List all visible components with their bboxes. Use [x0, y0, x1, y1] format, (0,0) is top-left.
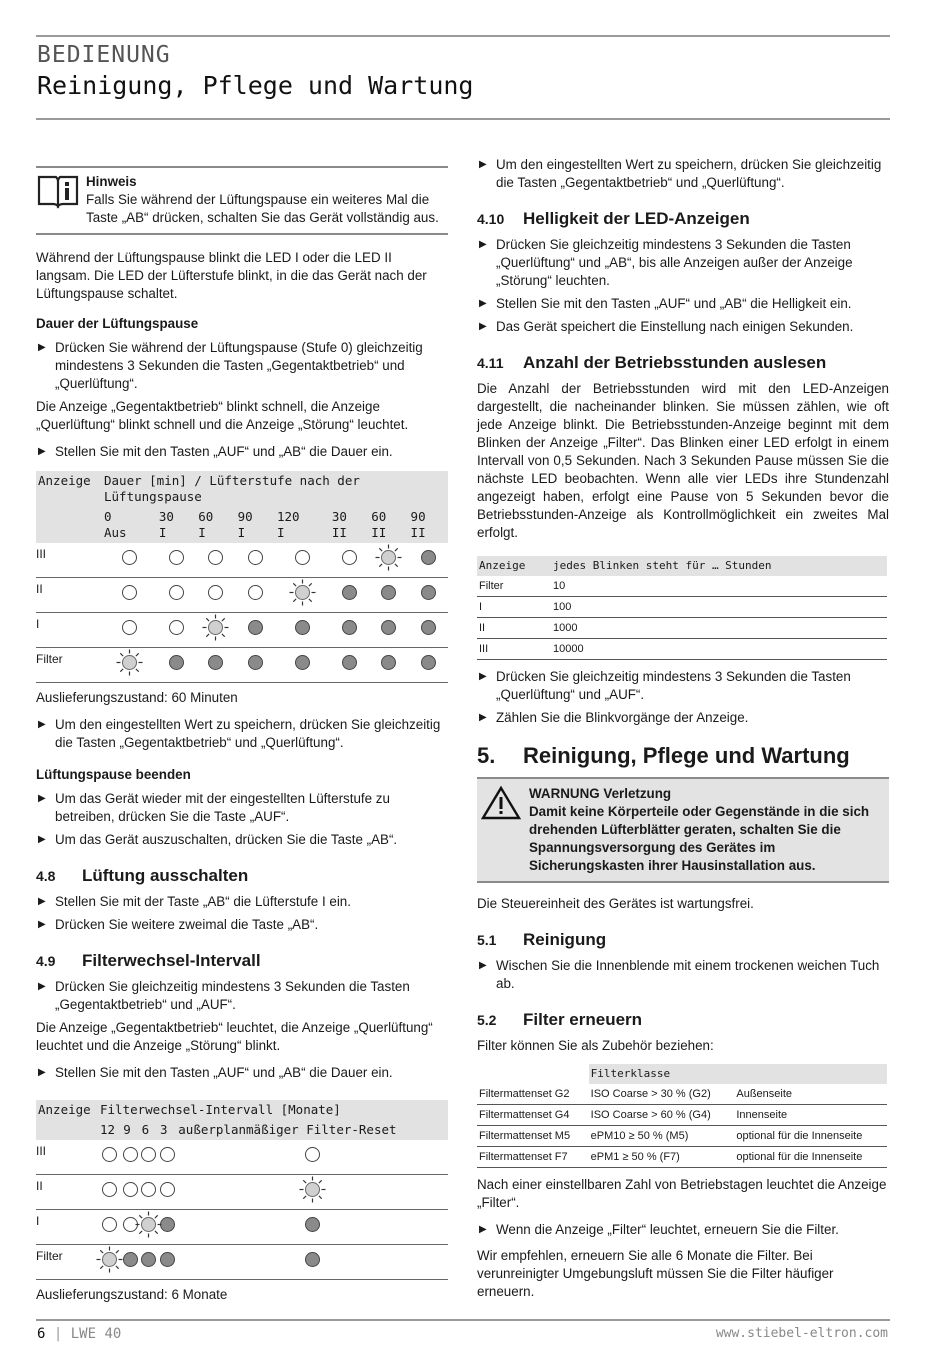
table-cell: ePM1 ≥ 50 % (F7): [589, 1147, 735, 1168]
led-on-icon: [248, 655, 263, 670]
warning-text: Damit keine Körperteile oder Gegenstände in die sich drehenden Lüfterblätter geraten, schalten Sie die Spannungsversorgung des Gerätes im Sicherungskasten ihrer Hausinstallation aus.: [529, 804, 870, 873]
led-on-icon: [381, 620, 396, 635]
table-row: [36, 1245, 448, 1280]
led-cell: [176, 1210, 448, 1245]
led-cell: [102, 578, 157, 613]
column-header: 6: [140, 1120, 158, 1140]
operating-hours-table: [477, 556, 887, 660]
footer-left: 6 | LWE 40: [37, 1326, 122, 1342]
table-row: [477, 1084, 887, 1105]
led-blink-icon: [295, 585, 310, 600]
column-header: [275, 507, 330, 543]
info-book-icon: [36, 173, 86, 227]
column-header-line: 30: [158, 509, 174, 524]
bullet-item: ▶ Zählen Sie die Blinkvorgänge der Anzeige.: [477, 709, 889, 727]
led-cell: [98, 1140, 121, 1175]
heading-4-9: 4.9 Filterwechsel-Intervall: [36, 951, 261, 970]
led-off-icon: [248, 585, 263, 600]
led-cell: [157, 648, 196, 683]
column-header: 12: [98, 1120, 121, 1140]
led-on-icon: [342, 585, 357, 600]
table-row: [36, 1140, 448, 1175]
heading-5-2: 5.2 Filter erneuern: [477, 1010, 643, 1029]
led-on-icon: [381, 655, 396, 670]
column-header-line: II: [371, 525, 387, 540]
column-header-line: 30: [331, 509, 347, 524]
bullet-item: ▶ Das Gerät speichert die Einstellung nach einigen Sekunden.: [477, 318, 889, 336]
column-header: [236, 507, 275, 543]
table-row: [36, 578, 448, 613]
warning-title: WARNUNG Verletzung: [529, 786, 672, 801]
warning-box: [477, 777, 889, 883]
led-blink-icon: [141, 1217, 156, 1232]
table-row: [477, 1126, 887, 1147]
column-header-line: 60: [198, 509, 214, 524]
led-cell: [102, 648, 157, 683]
led-off-icon: [295, 550, 310, 565]
led-cell: [121, 1140, 139, 1175]
led-on-icon: [295, 655, 310, 670]
table-header: Filterklasse: [589, 1064, 735, 1084]
table-cell: 10: [551, 576, 887, 597]
led-on-icon: [248, 620, 263, 635]
column-header-line: 60: [371, 509, 387, 524]
led-cell: [140, 1210, 158, 1245]
led-cell: [140, 1175, 158, 1210]
led-cell: [140, 1140, 158, 1175]
led-cell: [176, 1245, 448, 1280]
paragraph: Nach einer einstellbaren Zahl von Betriebstagen leuchtet die Anzeige „Filter“.: [477, 1177, 887, 1210]
led-cell: [158, 1140, 176, 1175]
heading-4-8: 4.8 Lüftung ausschalten: [36, 866, 249, 885]
led-on-icon: [123, 1252, 138, 1267]
bullet-item: ▶ Stellen Sie mit den Tasten „AUF“ und „AB“ die Helligkeit ein.: [477, 295, 889, 313]
heading-5-1: 5.1 Reinigung: [477, 930, 607, 949]
led-off-icon: [305, 1147, 320, 1162]
table-row: [477, 576, 887, 597]
led-off-icon: [169, 620, 184, 635]
led-blink-icon: [122, 655, 137, 670]
table-row: [36, 1210, 448, 1245]
led-cell: [196, 648, 235, 683]
led-off-icon: [122, 550, 137, 565]
led-cell: [369, 648, 408, 683]
column-header: 9: [121, 1120, 139, 1140]
paragraph: Auslieferungszustand: 6 Monate: [36, 1287, 228, 1302]
led-cell: [98, 1245, 121, 1280]
column-header: [196, 507, 235, 543]
led-filter-table: [36, 1100, 448, 1280]
heading-4-10: 4.10 Helligkeit der LED-Anzeigen: [477, 209, 750, 228]
table-cell: Filtermattenset F7: [477, 1147, 589, 1168]
led-cell: [275, 543, 330, 578]
led-off-icon: [123, 1147, 138, 1162]
led-on-icon: [421, 585, 436, 600]
led-on-icon: [342, 655, 357, 670]
bullet-item: ▶ Um den eingestellten Wert zu speichern, drücken Sie gleichzeitig die Tasten „Gegentaktbetrieb“ und „Querlüftung“.: [477, 156, 889, 192]
paragraph: Filter können Sie als Zubehör beziehen:: [477, 1038, 714, 1053]
led-cell: [196, 613, 235, 648]
row-label: I: [36, 1210, 98, 1245]
table-cell: Außenseite: [734, 1084, 887, 1105]
table-header-label: Anzeige: [36, 1100, 98, 1120]
led-cell: [236, 613, 275, 648]
table-header-empty: [477, 1064, 589, 1084]
row-label: III: [36, 1140, 98, 1175]
column-header: [409, 507, 448, 543]
led-cell: [98, 1175, 121, 1210]
led-blink-icon: [208, 620, 223, 635]
led-on-icon: [421, 655, 436, 670]
row-label: III: [36, 543, 102, 578]
led-cell: [409, 613, 448, 648]
led-cell: [369, 578, 408, 613]
led-off-icon: [208, 550, 223, 565]
heading-4-11: 4.11 Anzahl der Betriebsstunden auslesen: [477, 353, 827, 372]
column-header-line: 90: [237, 509, 253, 524]
column-header: 3: [158, 1120, 176, 1140]
led-cell: [275, 578, 330, 613]
paragraph: Auslieferungszustand: 60 Minuten: [36, 690, 238, 705]
row-label: II: [36, 578, 102, 613]
table-header-title: Filterwechsel-Intervall [Monate]: [98, 1100, 448, 1120]
led-cell: [275, 613, 330, 648]
row-label: I: [36, 613, 102, 648]
led-duration-table: [36, 471, 448, 683]
paragraph: Die Steuereinheit des Gerätes ist wartungsfrei.: [477, 896, 754, 911]
header-top-rule: [36, 35, 890, 37]
led-off-icon: [122, 620, 137, 635]
table-row: [477, 1105, 887, 1126]
row-label: Filter: [36, 1245, 98, 1280]
led-cell: [176, 1140, 448, 1175]
led-on-icon: [421, 620, 436, 635]
row-label: II: [36, 1175, 98, 1210]
led-on-icon: [169, 655, 184, 670]
led-off-icon: [141, 1182, 156, 1197]
led-blink-icon: [381, 550, 396, 565]
bullet-item: ▶ Um das Gerät auszuschalten, drücken Sie die Taste „AB“.: [36, 831, 448, 849]
led-cell: [157, 578, 196, 613]
led-cell: [330, 613, 369, 648]
document-name: LWE 40: [70, 1326, 122, 1342]
led-cell: [330, 543, 369, 578]
table-cell: optional für die Innenseite: [734, 1147, 887, 1168]
led-on-icon: [381, 585, 396, 600]
led-blink-icon: [102, 1252, 117, 1267]
bullet-item: ▶ Stellen Sie mit den Tasten „AUF“ und „AB“ die Dauer ein.: [36, 1064, 448, 1082]
note-text: Falls Sie während der Lüftungspause ein weiteres Mal die Taste „AB“ drücken, schalten Sie das Gerät vollständig aus.: [86, 192, 439, 225]
led-off-icon: [102, 1217, 117, 1232]
bullet-item: ▶ Drücken Sie gleichzeitig mindestens 3 Sekunden die Tasten „Querlüftung“ und „AUF“.: [477, 668, 889, 704]
led-cell: [176, 1175, 448, 1210]
column-header-line: 0: [104, 509, 112, 524]
led-on-icon: [305, 1217, 320, 1232]
led-cell: [330, 578, 369, 613]
table-row: [36, 1175, 448, 1210]
bullet-item: ▶ Drücken Sie gleichzeitig mindestens 3 Sekunden die Tasten „Gegentaktbetrieb“ und „AUF“.: [36, 978, 448, 1014]
led-off-icon: [102, 1182, 117, 1197]
led-off-icon: [102, 1147, 117, 1162]
table-cell: ePM10 ≥ 50 % (M5): [589, 1126, 735, 1147]
column-header-line: I: [198, 525, 206, 540]
led-cell: [275, 648, 330, 683]
section-label: BEDIENUNG: [37, 42, 171, 68]
led-cell: [102, 613, 157, 648]
led-off-icon: [169, 585, 184, 600]
subheading-duration: Dauer der Lüftungspause: [36, 316, 199, 331]
led-cell: [158, 1175, 176, 1210]
bullet-item: ▶ Wischen Sie die Innenblende mit einem trockenen weichen Tuch ab.: [477, 957, 889, 993]
page-number: 6: [37, 1326, 46, 1342]
column-header-line: 120: [276, 509, 300, 524]
led-on-icon: [160, 1252, 175, 1267]
page-title: Reinigung, Pflege und Wartung: [37, 71, 474, 100]
led-cell: [236, 543, 275, 578]
led-off-icon: [248, 550, 263, 565]
note-box: [36, 166, 448, 235]
led-blink-icon: [305, 1182, 320, 1197]
column-header-line: II: [410, 525, 426, 540]
paragraph: Die Anzeige „Gegentaktbetrieb“ leuchtet, die Anzeige „Querlüftung“ leuchtet und die Anzeige „Störung“ blinkt.: [36, 1020, 433, 1053]
bullet-item: ▶ Um das Gerät wieder mit der eingestellten Lüfterstufe zu betreiben, drücken Sie die Taste „AUF“.: [36, 790, 448, 826]
right-column: [477, 156, 889, 1310]
table-cell: Filtermattenset G2: [477, 1084, 589, 1105]
table-header: Anzeige: [477, 556, 551, 576]
bullet-item: ▶ Stellen Sie mit der Taste „AB“ die Lüfterstufe I ein.: [36, 893, 448, 911]
column-header-line: I: [276, 525, 285, 540]
bullet-item: ▶ Wenn die Anzeige „Filter“ leuchtet, erneuern Sie die Filter.: [477, 1221, 889, 1239]
heading-5: 5. Reinigung, Pflege und Wartung: [477, 743, 850, 768]
led-on-icon: [208, 655, 223, 670]
table-row: [477, 639, 887, 660]
led-cell: [236, 648, 275, 683]
led-on-icon: [295, 620, 310, 635]
led-off-icon: [122, 585, 137, 600]
column-header-line: 90: [410, 509, 426, 524]
led-cell: [236, 578, 275, 613]
bullet-item: ▶ Drücken Sie während der Lüftungspause (Stufe 0) gleichzeitig mindestens 3 Sekunden die Tasten „Gegentaktbetrieb“ und „Querlüftung“.: [36, 339, 448, 393]
table-cell: ISO Coarse > 60 % (G4): [589, 1105, 735, 1126]
table-header-label: Anzeige: [36, 471, 102, 507]
bullet-item: ▶ Stellen Sie mit den Tasten „AUF“ und „AB“ die Dauer ein.: [36, 443, 448, 461]
led-cell: [409, 543, 448, 578]
table-row: [477, 597, 887, 618]
column-header: [157, 507, 196, 543]
led-cell: [140, 1245, 158, 1280]
led-on-icon: [421, 550, 436, 565]
led-on-icon: [305, 1252, 320, 1267]
footer-url: www.stiebel-eltron.com: [715, 1326, 888, 1341]
table-cell: Filter: [477, 576, 551, 597]
table-cell: III: [477, 639, 551, 660]
led-cell: [102, 543, 157, 578]
column-header: [330, 507, 369, 543]
led-off-icon: [169, 550, 184, 565]
table-cell: Innenseite: [734, 1105, 887, 1126]
table-cell: 100: [551, 597, 887, 618]
column-header-line: II: [331, 525, 347, 540]
left-column: [36, 166, 448, 1313]
led-cell: [98, 1210, 121, 1245]
warning-triangle-icon: [481, 785, 529, 875]
paragraph: Die Anzahl der Betriebsstunden wird mit den LED-Anzeigen dargestellt, die nacheinander blinken. Sie müssen zählen, wie oft jede Anzeige blinkt. Die Betriebsstunden-Anzeige beginnt mit dem Blinken der Anzeige „Filter“. Das Blinken einer LED erfolgt in einem Intervall von 0,5 Sekunden. Nach 3 Sekunden Pause müssen Sie die nächste LED beobachten. Wenn alle vier LEDs ihre Stundenzahl angezeigt haben, erfolgt eine Pause von 5 Sekunden bevor die Betriebsstunden-Anzeige als Kontrollmöglichkeit ein zweites Mal erfolgt.: [477, 381, 889, 540]
led-on-icon: [342, 620, 357, 635]
footer-rule: [36, 1319, 890, 1321]
led-cell: [157, 543, 196, 578]
table-cell: II: [477, 618, 551, 639]
led-off-icon: [208, 585, 223, 600]
table-cell: I: [477, 597, 551, 618]
column-header: [102, 507, 157, 543]
table-row: [36, 543, 448, 578]
table-row: [477, 618, 887, 639]
led-off-icon: [123, 1182, 138, 1197]
filter-class-table: [477, 1064, 887, 1168]
table-row: [36, 648, 448, 683]
paragraph: Während der Lüftungspause blinkt die LED I oder die LED II langsam. Die LED der Lüfterstufe blinkt, in die das Gerät nach der Lüftungspause schaltet.: [36, 250, 427, 301]
column-header: außerplanmäßiger Filter-Reset: [176, 1120, 448, 1140]
table-cell: 1000: [551, 618, 887, 639]
table-cell: ISO Coarse > 30 % (G2): [589, 1084, 735, 1105]
column-header: [369, 507, 408, 543]
subheading-end-pause: Lüftungspause beenden: [36, 767, 191, 782]
table-cell: 10000: [551, 639, 887, 660]
led-cell: [157, 613, 196, 648]
led-cell: [158, 1245, 176, 1280]
bullet-item: ▶ Drücken Sie gleichzeitig mindestens 3 Sekunden die Tasten „Querlüftung“ und „AB“, bis alle Anzeigen außer der Anzeige „Störung“ leuchten.: [477, 236, 889, 290]
led-cell: [196, 543, 235, 578]
led-cell: [409, 578, 448, 613]
led-on-icon: [141, 1252, 156, 1267]
bullet-item: ▶ Um den eingestellten Wert zu speichern, drücken Sie gleichzeitig die Tasten „Gegentaktbetrieb“ und „Querlüftung“.: [36, 716, 448, 752]
column-header-line: I: [158, 525, 167, 540]
table-header-title: Dauer [min] / Lüfterstufe nach der Lüftungspause: [102, 471, 448, 507]
paragraph: Die Anzeige „Gegentaktbetrieb“ blinkt schnell, die Anzeige „Querlüftung“ blinkt schnell und die Anzeige „Störung“ leuchtet.: [36, 399, 409, 432]
paragraph: Wir empfehlen, erneuern Sie alle 6 Monate die Filter. Bei verunreinigter Umgebungsluft müssen Sie die Filter häufiger erneuern.: [477, 1248, 834, 1299]
led-cell: [409, 648, 448, 683]
header-bottom-rule: [36, 118, 890, 120]
led-off-icon: [342, 550, 357, 565]
table-row: [36, 613, 448, 648]
table-cell: optional für die Innenseite: [734, 1126, 887, 1147]
led-off-icon: [160, 1147, 175, 1162]
table-row: [477, 1147, 887, 1168]
table-header-empty: [734, 1064, 887, 1084]
led-off-icon: [160, 1182, 175, 1197]
led-cell: [196, 578, 235, 613]
led-off-icon: [141, 1147, 156, 1162]
table-header: jedes Blinken steht für … Stunden: [551, 556, 887, 576]
led-cell: [369, 613, 408, 648]
table-cell: Filtermattenset M5: [477, 1126, 589, 1147]
led-cell: [121, 1245, 139, 1280]
led-cell: [121, 1175, 139, 1210]
led-cell: [330, 648, 369, 683]
column-header-line: I: [237, 525, 246, 540]
column-header-line: Aus: [104, 525, 127, 540]
led-cell: [369, 543, 408, 578]
bullet-item: ▶ Drücken Sie weitere zweimal die Taste „AB“.: [36, 916, 448, 934]
table-cell: Filtermattenset G4: [477, 1105, 589, 1126]
note-title: Hinweis: [86, 174, 137, 189]
row-label: Filter: [36, 648, 102, 683]
